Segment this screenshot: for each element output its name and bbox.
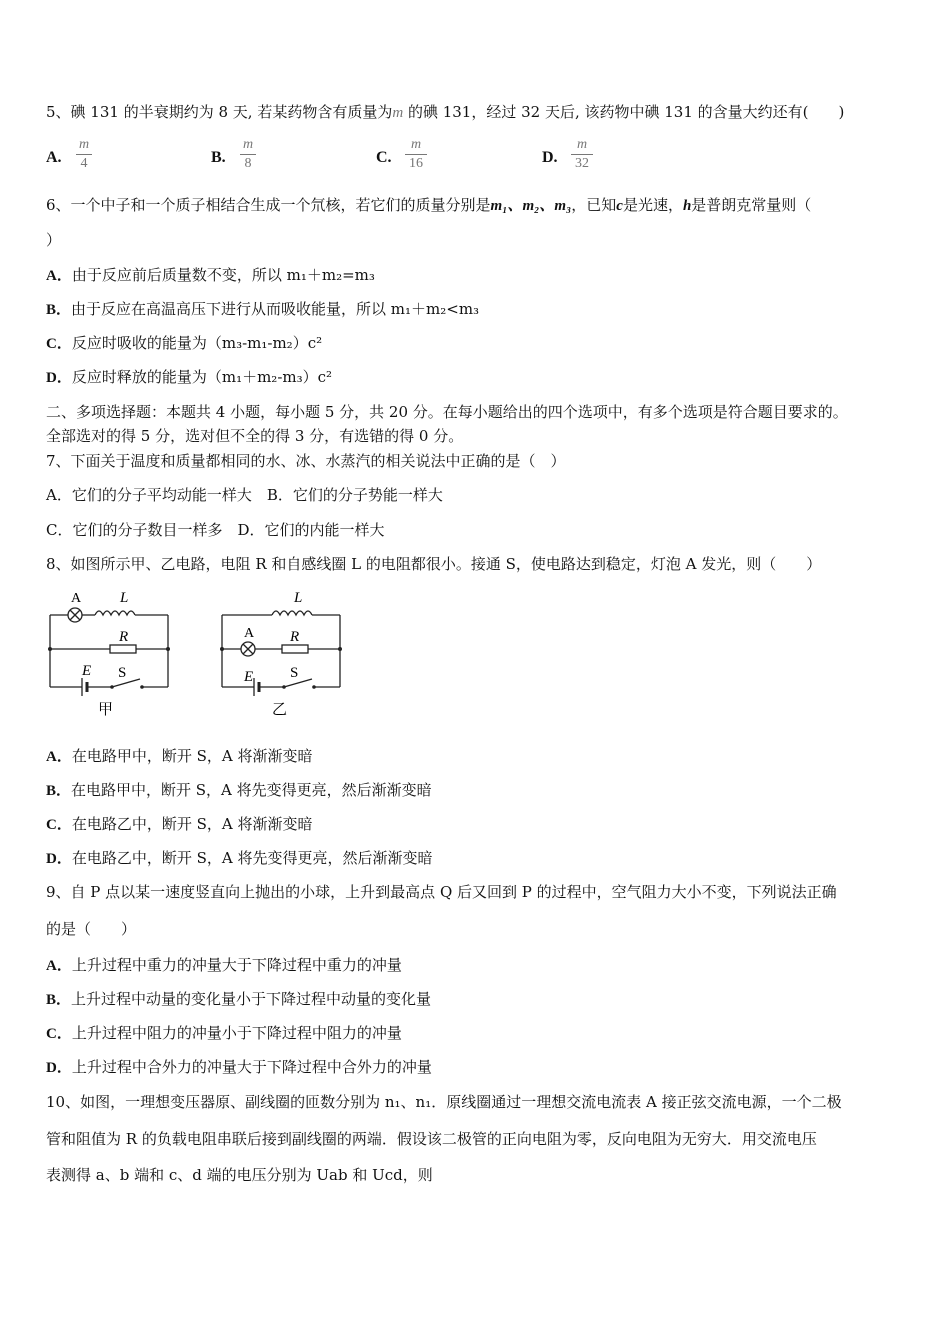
q6-stem: 6、一个中子和一个质子相结合生成一个氘核，若它们的质量分别是m₁、m₂、m₃，已知c是光速，h是普朗克常量则（ (46, 196, 812, 214)
q5-option-c-fraction: m 16 (405, 137, 427, 172)
q8-option-c: C．在电路乙中，断开 S，A 将渐渐变暗 (46, 815, 313, 833)
yi-lamp-label: A (244, 626, 255, 641)
q5-option-a-label: A. (46, 149, 62, 166)
q5-stem: 5、碘 131 的半衰期约为 8 天, 若某药物含有质量为m 的碘 131，经过 32 天后, 该药物中碘 131 的含量大约还有( ) (46, 103, 845, 121)
q9-stem-line2: 的是（ ） (46, 920, 137, 938)
yi-battery-label: E (244, 669, 254, 685)
q6-option-a: A．由于反应前后质量数不变，所以 m₁＋m₂=m₃ (46, 266, 375, 284)
q10-line3: 表测得 a、b 端和 c、d 端的电压分别为 Uab 和 Ucd，则 (46, 1166, 433, 1184)
circuit-jia (40, 585, 190, 720)
q8-option-a: A．在电路甲中，断开 S，A 将渐渐变暗 (46, 747, 313, 765)
q9-option-b: B．上升过程中动量的变化量小于下降过程中动量的变化量 (46, 990, 432, 1008)
q6-option-d: D．反应时释放的能量为（m₁＋m₂-m₃）c² (46, 368, 333, 386)
jia-switch-label: S (118, 665, 127, 681)
jia-coil-label: L (120, 590, 129, 606)
jia-battery-label: E (82, 663, 92, 679)
q5-option-a-fraction: m 4 (76, 137, 92, 172)
q8-stem: 8、如图所示甲、乙电路，电阻 R 和自感线圈 L 的电阻都很小。接通 S，使电路达到稳定，灯泡 A 发光，则（ ） (46, 555, 822, 573)
q5-option-d-label: D. (542, 149, 558, 166)
q6-option-b: B．由于反应在高温高压下进行从而吸收能量，所以 m₁＋m₂<m₃ (46, 300, 480, 318)
q9-option-a: A．上升过程中重力的冲量大于下降过程中重力的冲量 (46, 956, 402, 974)
q7-stem: 7、下面关于温度和质量都相同的水、冰、水蒸汽的相关说法中正确的是（ ） (46, 452, 566, 470)
jia-resistor-label: R (119, 629, 129, 645)
section2-heading-line2: 全部选对的得 5 分，选对但不全的得 3 分，有选错的得 0 分。 (46, 427, 464, 445)
q7-options-row1: A．它们的分子平均动能一样大 B．它们的分子势能一样大 (46, 486, 443, 504)
yi-caption: 乙 (272, 702, 288, 718)
yi-resistor-label: R (290, 629, 300, 645)
q8-option-d: D．在电路乙中，断开 S，A 将先变得更亮，然后渐渐变暗 (46, 849, 433, 867)
q10-line2: 管和阻值为 R 的负载电阻串联后接到副线圈的两端．假设该二极管的正向电阻为零，反向电阻为无穷大．用交流电压 (46, 1130, 817, 1148)
q5-option-b-fraction: m 8 (240, 137, 256, 172)
q6-stem-close: ） (46, 231, 62, 249)
q9-stem-line1: 9、自 P 点以某一速度竖直向上抛出的小球，上升到最高点 Q 后又回到 P 的过程中，空气阻力大小不变，下列说法正确 (46, 883, 837, 901)
q5-option-b-label: B. (211, 149, 226, 166)
circuit-yi (212, 585, 357, 720)
jia-caption: 甲 (98, 702, 114, 718)
section2-heading-line1: 二、多项选择题：本题共 4 小题，每小题 5 分，共 20 分。在每小题给出的四个选项中，有多个选项是符合题目要求的。 (46, 403, 848, 421)
q9-option-d: D．上升过程中合外力的冲量大于下降过程中合外力的冲量 (46, 1058, 432, 1076)
q5-option-d-fraction: m 32 (571, 137, 593, 172)
yi-switch-label: S (290, 665, 299, 681)
q6-option-c: C．反应时吸收的能量为（m₃-m₁-m₂）c² (46, 334, 323, 352)
q10-line1: 10、如图，一理想变压器原、副线圈的匝数分别为 n₁、n₁．原线圈通过一理想交流电流表 A 接正弦交流电源，一个二极 (46, 1093, 842, 1111)
q9-option-c: C．上升过程中阻力的冲量小于下降过程中阻力的冲量 (46, 1024, 402, 1042)
jia-lamp-label: A (71, 591, 82, 606)
q7-options-row2: C．它们的分子数目一样多 D．它们的内能一样大 (46, 521, 385, 539)
q8-option-b: B．在电路甲中，断开 S，A 将先变得更亮，然后渐渐变暗 (46, 781, 432, 799)
yi-coil-label: L (294, 590, 303, 606)
q5-option-c-label: C. (376, 149, 392, 166)
q5-var: m (392, 105, 404, 121)
